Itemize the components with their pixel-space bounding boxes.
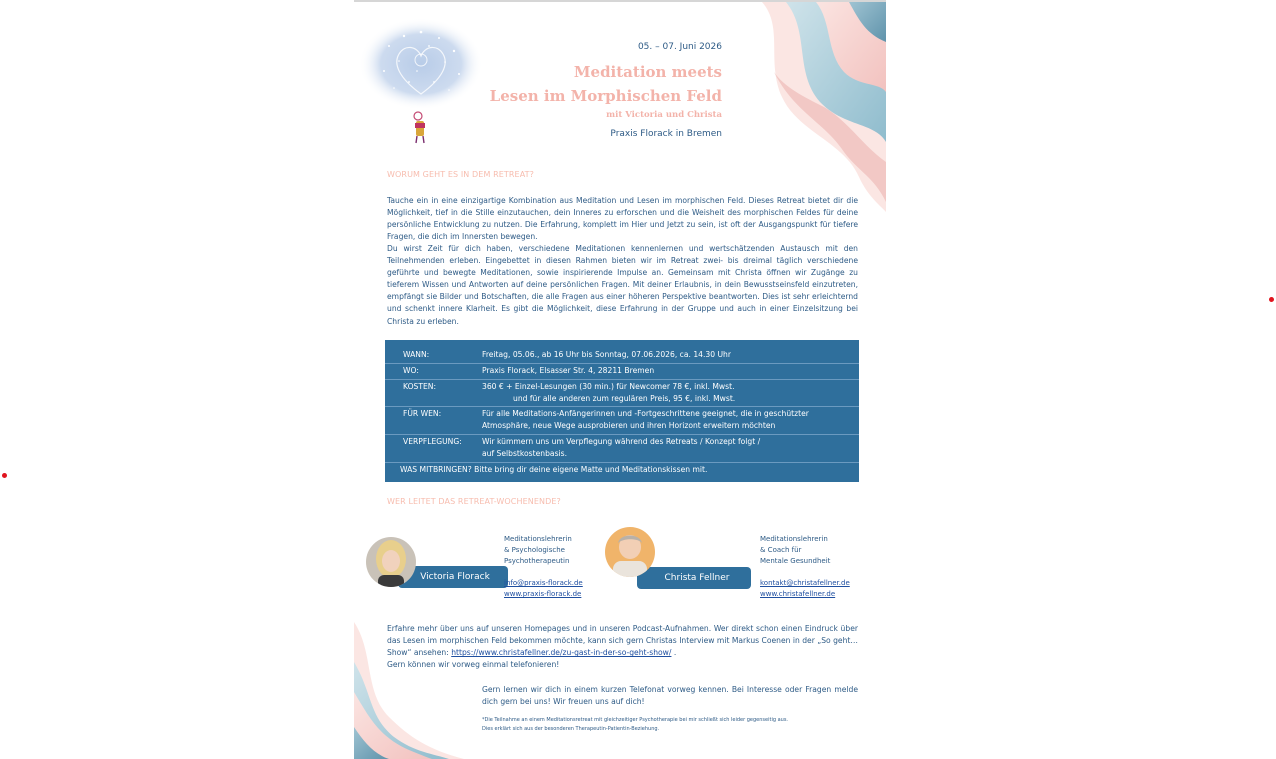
sparkle-heart-logo [359,16,484,111]
role-victoria [504,534,572,566]
info-value-kosten-line-1: 360 € + Einzel-Lesungen (30 min.) für Newcomer 78 €, inkl. Mwst. [482,382,735,391]
email-link-christa[interactable]: kontakt@christafellner.de [760,579,850,587]
avatar-victoria [366,537,416,587]
web-link-christa[interactable]: www.christafellner.de [760,590,836,598]
info-value-wann: Freitag, 05.06., ab 16 Uhr bis Sonntag, 07.06.2026, ca. 14.30 Uhr [482,350,731,359]
fine-print-line-2: Dies erklärt sich aus der besonderen Therapeutin-Patientin-Beziehung. [482,726,660,732]
info-value-fuer-wen-line-2: Atmosphäre, neue Wege ausprobieren und ihren Horizont erweitern möchten [482,421,776,430]
venue-line: Praxis Florack in Bremen [610,129,722,139]
marker-dot-left [2,473,7,478]
role-victoria-line-3: Psychotherapeutin [504,556,570,565]
info-label-wo: WO: [403,366,419,375]
info-value-wo: Praxis Florack, Elsasser Str. 4, 28211 Bremen [482,366,655,375]
name-tag-christa: Christa Fellner [637,567,751,589]
role-christa [760,534,830,566]
info-label-kosten: KOSTEN: [403,382,437,391]
info-value-verpflegung-line-2: auf Selbstkostenbasis. [482,449,568,458]
role-victoria-line-1: Meditationslehrerin [504,535,572,543]
info-label-wann: WANN: [403,350,430,359]
flyer-page [354,0,886,759]
role-victoria-line-2: & Psychologische [504,545,565,554]
email-link-victoria[interactable]: info@praxis-florack.de [504,579,583,587]
info-box [385,340,859,482]
info-row-verpflegung [385,436,859,463]
footer-text-a: Erfahre mehr über uns auf unseren Homepages und in unseren Podcast-Aufnahmen. Wer direkt schon einen Eindruck über das Lesen im morphischen Feld bekommen möchte, kann sich gern Christas Interview mit Markus Coenen in der „So geht… Show“ ansehen: [387,624,858,658]
section-heading-retreat: WORUM GEHT ES IN DEM RETREAT? [387,170,534,179]
title-line-2: Lesen im Morphischen Feld [489,87,722,105]
section-heading-leaders: WER LEITET DAS RETREAT-WOCHENENDE? [387,497,561,506]
marker-dot-right [1269,297,1274,302]
intro-paragraph-2: Du wirst Zeit für dich haben, verschiedene Meditationen kennenlernen und wertschätzenden Austausch mit den Teilnehmenden erleben. Eingebettet in diesen Rahmen bieten wir im Retreat zwei- bis dreimal täglich verschiedene geführte und bewegte Meditationen, sowie inspirierende Impulse an. Gemeinsam mit Christa öffnen wir Zugänge zu tieferem Wissen und Antworten auf deine persönlichen Fragen. Mit deiner Erlaubnis, in dein Bewusstseinsfeld einzutreten, empfängt sie Bilder und Botschaften, die alle Fragen aus einer höheren Perspektive beantworten. Dies ist sehr erleichternd und schenkt innere Klarheit. Es gibt die Möglichkeit, diese Erfahrung in der Gruppe und auch in einer Einzelsitzung bei Christa zu erleben. [387,244,858,326]
info-row-kosten [385,381,859,407]
page-title [490,60,722,108]
info-mitbringen: WAS MITBRINGEN? Bitte bring dir deine eigene Matte und Meditationskissen mit. [400,465,708,474]
small-figure-icon [412,111,428,145]
footer-text-b: . [673,648,677,658]
role-christa-line-2: & Coach für [760,545,802,554]
info-value-fuer-wen-line-1: Für alle Meditations-Anfängerinnen und -Fortgeschrittene geeignet, die in geschützter [482,409,809,418]
interview-link[interactable]: https://www.christafellner.de/zu-gast-in-der-so-geht-show/ [451,648,672,658]
web-link-victoria[interactable]: www.praxis-florack.de [504,590,582,598]
name-tag-victoria: Victoria Florack [398,566,508,588]
role-christa-line-3: Mentale Gesundheit [760,556,831,565]
info-row-fuer-wen [385,408,859,435]
info-row-wo [385,365,859,380]
fine-print [482,716,858,734]
intro-paragraph-1: Tauche ein in eine einzigartige Kombination aus Meditation und Lesen im morphischen Feld. Dieses Retreat bietet dir die Möglichkeit, tief in die Stille einzutauchen, dein Inneres zu erforschen und die Weisheit des morphischen Feldes für deine persönliche Entwicklung zu nutzen. Die Erfahrung, komplett im Hier und Jetzt zu sein, ist oft der Ausgangspunkt für tiefere Fragen, die dich im Innersten bewegen. [387,196,858,242]
info-row-wann [385,349,859,364]
footer-paragraph [387,623,858,659]
event-date: 05. – 07. Juni 2026 [637,42,722,52]
info-value-verpflegung-line-1: Wir kümmern uns um Verpflegung während des Retreats / Konzept folgt / [482,437,761,446]
info-row-mitbringen [385,464,859,478]
info-label-fuer-wen: FÜR WEN: [403,409,442,418]
avatar-christa [605,527,655,577]
info-label-verpflegung: VERPFLEGUNG: [403,437,462,446]
role-christa-line-1: Meditationslehrerin [760,535,828,543]
title-line-1: Meditation meets [573,63,722,81]
footer-phone-line: Gern können wir vorweg einmal telefonieren! [387,660,560,669]
fine-print-line-1: *Die Teilnahme an einem Meditationsretreat mit gleichzeitiger Psychotherapie bei mir schließt sich leider gegenseitig aus. [482,717,789,723]
closing-note: Gern lernen wir dich in einem kurzen Telefonat vorweg kennen. Bei Interesse oder Fragen melde dich gern bei uns! Wir freuen uns auf dich! [482,685,858,706]
info-value-kosten-line-2: und für alle anderen zum regulären Preis, 95 €, inkl. Mwst. [513,394,736,403]
page-subtitle: mit Victoria und Christa [606,110,722,120]
